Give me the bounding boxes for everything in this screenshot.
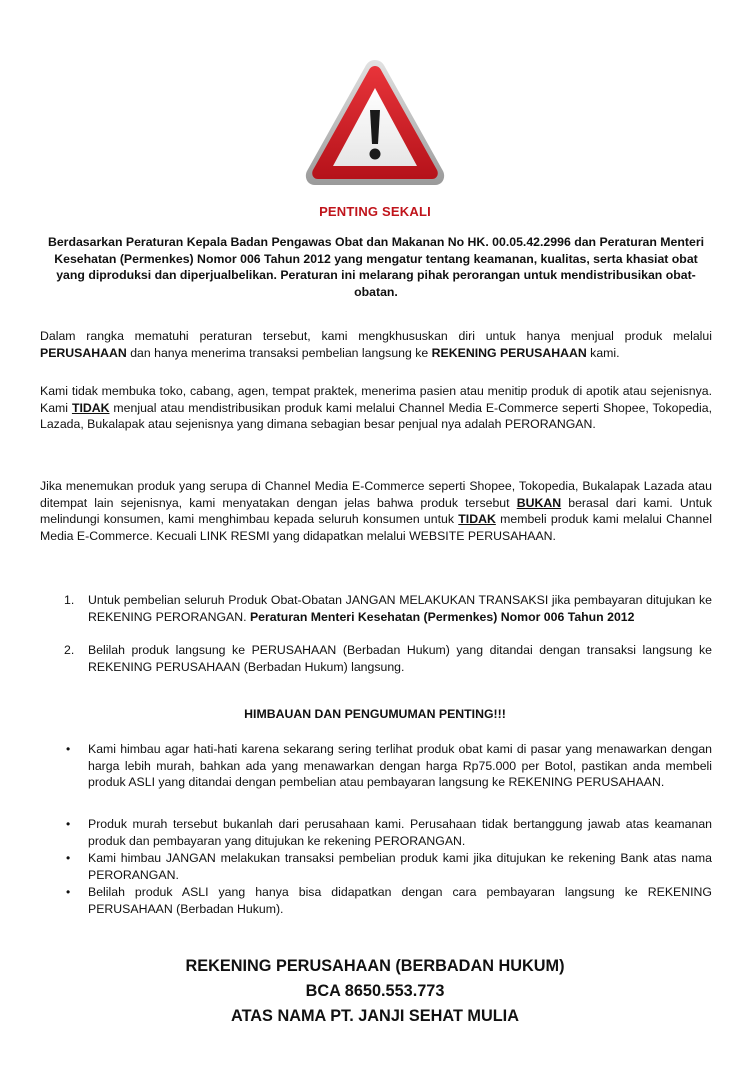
footer-line-1: REKENING PERUSAHAAN (BERBADAN HUKUM) [185, 957, 565, 975]
sub-heading: HIMBAUAN DAN PENGUMUMAN PENTING!!! [244, 707, 506, 721]
list-item: • Produk murah tersebut bukanlah dari perusahaan kami. Perusahaan tidak bertanggung jawab atas keamanan produk dan pembayaran yang ditujukan ke rekening PERORANGAN. [66, 817, 712, 848]
list-item: • Kami himbau JANGAN melakukan transaksi pembelian produk kami jika ditujukan ke rekening Bank atas nama PERORANGAN. [66, 851, 712, 882]
ordered-list [64, 592, 712, 675]
footer-line-2: BCA 8650.553.773 [305, 982, 445, 1000]
intro-paragraph: Berdasarkan Peraturan Kepala Badan Pengawas Obat dan Makanan No HK. 00.05.42.2996 dan Peraturan Menteri Kesehatan (Permenkes) Nomor 006 Tahun 2012 yang mengatur tentang keamanan, kualitas, serta khasiat obat yang diproduksi dan diperjualbelikan. Peraturan ini melarang pihak perorangan untuk mendistribusikan obat-obatan. [47, 235, 705, 299]
paragraph-1: Dalam rangka mematuhi peraturan tersebut, kami mengkhususkan diri untuk hanya menjual produk melalui PERUSAHAAN dan hanya menerima transaksi pembelian langsung ke REKENING PERUSAHAAN kami. [40, 329, 712, 360]
list-item: • Belilah produk ASLI yang hanya bisa didapatkan dengan cara pembayaran langsung ke REKENING PERUSAHAAN (Berbadan Hukum). [66, 885, 712, 916]
page-title: PENTING SEKALI [319, 204, 431, 219]
list-item: 1. Untuk pembelian seluruh Produk Obat-Obatan JANGAN MELAKUKAN TRANSAKSI jika pembayaran ditujukan ke REKENING PERORANGAN. Peraturan Menteri Kesehatan (Permenkes) Nomor 006 Tahun 2012 [64, 593, 712, 624]
bullet-list [66, 741, 712, 918]
footer-line-3: ATAS NAMA PT. JANJI SEHAT MULIA [231, 1007, 519, 1025]
paragraph-2: Kami tidak membuka toko, cabang, agen, tempat praktek, menerima pasien atau menitip produk di apotik atau sejenisnya. Kami TIDAK menjual atau mendistribusikan produk kami melalui Channel Media E-Commerce seperti Shopee, Tokopedia, Lazada, Bukalapak atau sejenisnya yang dimana sebagian besar penjual nya adalah PERORANGAN. [40, 384, 712, 432]
paragraph-3: Jika menemukan produk yang serupa di Channel Media E-Commerce seperti Shopee, Tokopedia, Bukalapak Lazada atau ditempat lain sejenisnya, kami menyatakan dengan jelas bahwa produk tersebut BUKAN berasal dari kami. Untuk melindungi konsumen, kami menghimbau kepada seluruh konsumen untuk TIDAK membeli produk kami melalui Channel Media E-Commerce. Kecuali LINK RESMI yang didapatkan melalui WEBSITE PERUSAHAAN. [40, 479, 712, 543]
list-item: • Kami himbau agar hati-hati karena sekarang sering terlihat produk obat kami di pasar yang menawarkan dengan harga lebih murah, bahkan ada yang menawarkan dengan harga Rp75.000 per Botol, pastikan anda membeli produk ASLI yang ditandai dengan pembelian atau pembayaran langsung ke REKENING PERUSAHAAN. [66, 742, 712, 790]
warning-triangle-icon [303, 58, 447, 188]
list-item: 2. Belilah produk langsung ke PERUSAHAAN (Berbadan Hukum) yang ditandai dengan transaksi langsung ke REKENING PERUSAHAAN (Berbadan Hukum) langsung. [64, 643, 712, 674]
bank-account-footer [0, 954, 750, 1029]
